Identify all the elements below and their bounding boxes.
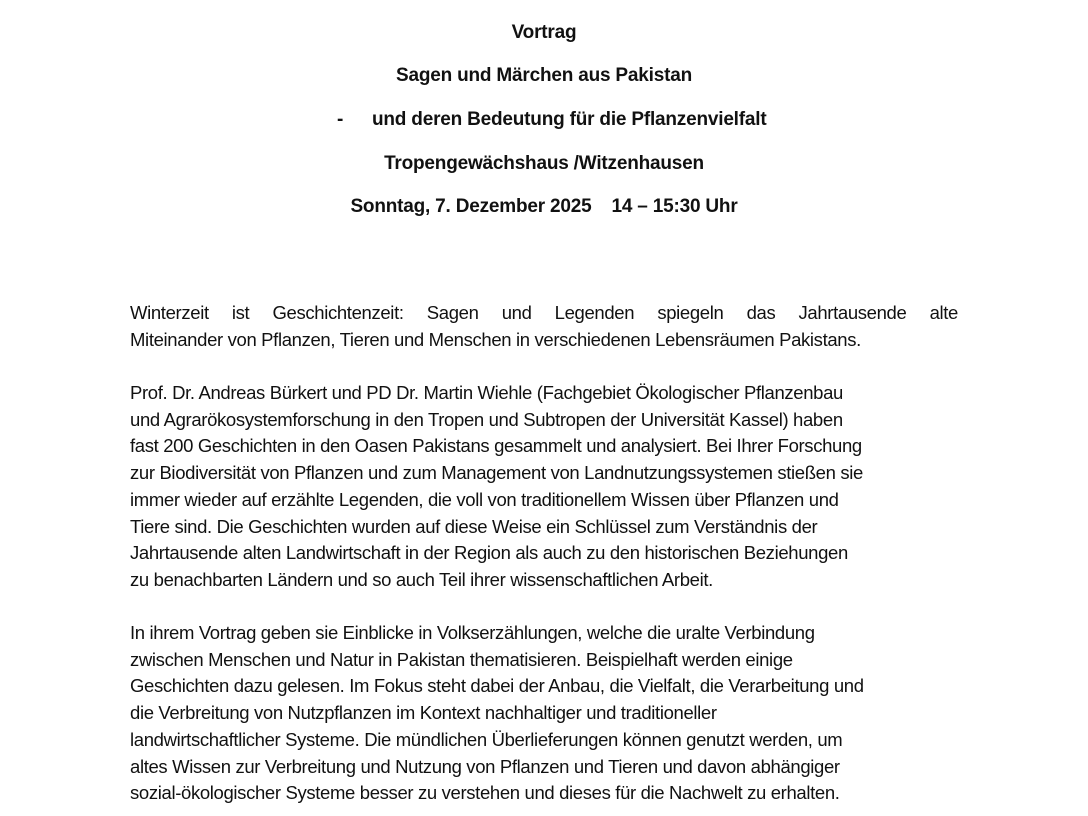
paragraph-line: Geschichten dazu gelesen. Im Fokus steht dabei der Anbau, die Vielfalt, die Verarbeitung und — [130, 675, 864, 697]
paragraph-researchers — [130, 380, 958, 594]
paragraph-line: die Verbreitung von Nutzpflanzen im Kontext nachhaltiger und traditioneller — [130, 702, 717, 724]
paragraph-line: Prof. Dr. Andreas Bürkert und PD Dr. Martin Wiehle (Fachgebiet Ökologischer Pflanzenbau — [130, 382, 843, 403]
paragraph-intro — [130, 300, 958, 353]
paragraph-line: Tiere sind. Die Geschichten wurden auf diese Weise ein Schlüssel zum Verständnis der — [130, 515, 818, 537]
paragraph-line: immer wieder auf erzählte Legenden, die voll von traditionellem Wissen über Pflanzen und — [130, 488, 839, 510]
paragraph-lecture — [130, 620, 958, 807]
event-kind-heading: Vortrag — [511, 22, 577, 43]
paragraph-line: zur Biodiversität von Pflanzen und zum Management von Landnutzungssystemen stießen sie — [130, 462, 863, 484]
event-time: 14 – 15:30 Uhr — [611, 196, 738, 217]
paragraph-line: sozial-ökologischer Systeme besser zu verstehen und dieses für die Nachwelt zu erhalten. — [130, 782, 840, 804]
paragraph-line: landwirtschaftlicher Systeme. Die mündlichen Überlieferungen können genutzt werden, um — [130, 728, 843, 750]
paragraph-line: Miteinander von Pflanzen, Tieren und Menschen in verschiedenen Lebensräumen Pakistans. — [130, 328, 861, 350]
paragraph-line: Winterzeit ist Geschichtenzeit: Sagen und Legenden spiegeln das Jahrtausende alte — [130, 302, 958, 323]
paragraph-line: und Agrarökosystemforschung in den Tropen und Subtropen der Universität Kassel) haben — [130, 408, 843, 430]
paragraph-line: altes Wissen zur Verbreitung und Nutzung von Pflanzen und Tieren und davon abhängiger — [130, 755, 840, 777]
event-datetime — [0, 195, 1088, 219]
paragraph-line: zwischen Menschen und Natur in Pakistan thematisieren. Beispielhaft werden einige — [130, 648, 793, 670]
subtitle-dash: - — [337, 109, 344, 130]
paragraph-line: Jahrtausende alten Landwirtschaft in der Region als auch zu den historischen Beziehungen — [130, 542, 848, 564]
event-location: Tropengewächshaus /Witzenhausen — [384, 153, 704, 174]
event-title: Sagen und Märchen aus Pakistan — [396, 65, 692, 86]
subtitle-text: und deren Bedeutung für die Pflanzenvielfalt — [372, 109, 767, 130]
paragraph-line: In ihrem Vortrag geben sie Einblicke in Volkserzählungen, welche die uralte Verbindung — [130, 622, 815, 643]
paragraph-line: zu benachbarten Ländern und so auch Teil ihrer wissenschaftlichen Arbeit. — [130, 568, 713, 590]
paragraph-line: fast 200 Geschichten in den Oasen Pakistans gesammelt und analysiert. Bei Ihrer Forschung — [130, 435, 862, 457]
event-date: Sonntag, 7. Dezember 2025 — [350, 196, 592, 217]
